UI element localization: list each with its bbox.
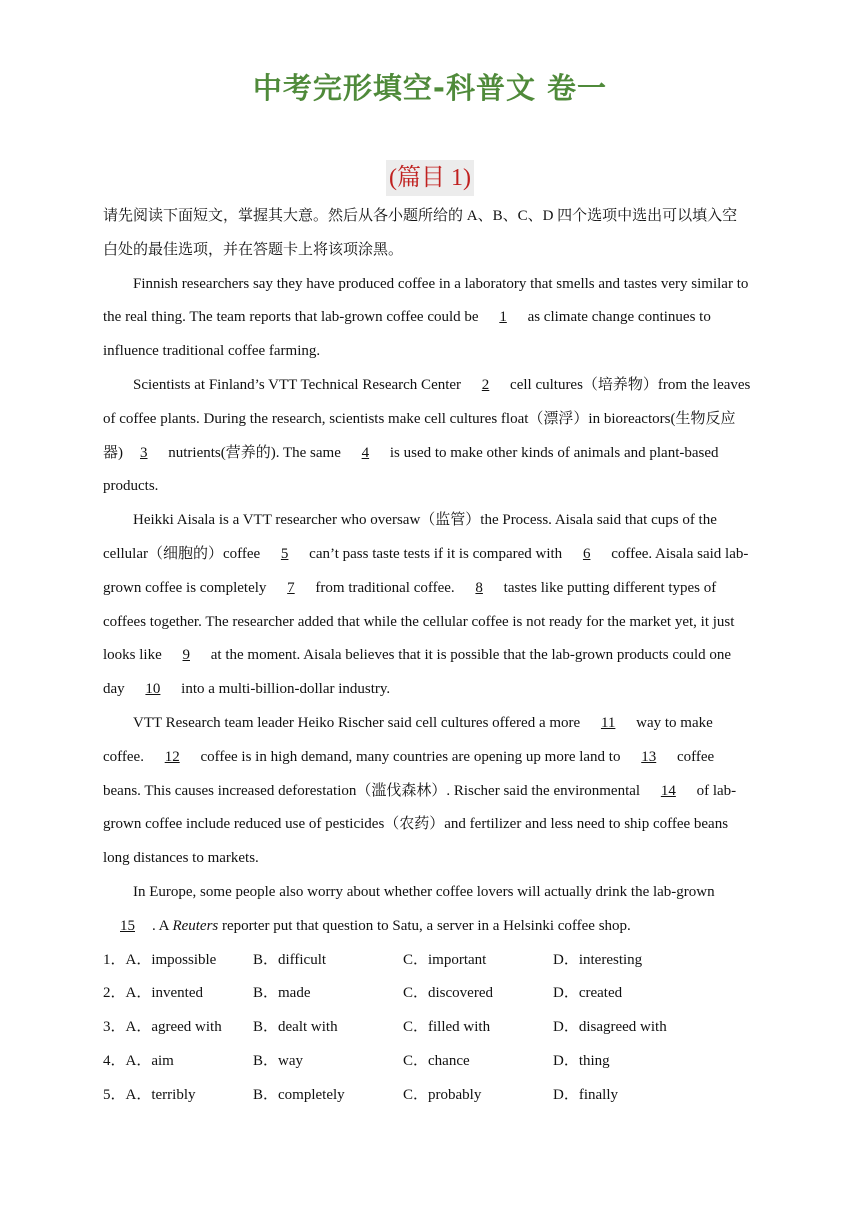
option-b: B．difficult: [253, 951, 327, 968]
blank-10: 10: [145, 681, 161, 698]
text: tastes like putting different types of coffees together. The researcher added that while the cellular coffee is not ready for the market yet, it just looks like: [103, 579, 735, 664]
option-c: C．discovered: [403, 985, 493, 1002]
paragraph-4: [103, 707, 751, 876]
option-d: D．created: [553, 985, 623, 1002]
option-d: D．thing: [553, 1052, 610, 1069]
text: is used to make other kinds of animals and plant-based products.: [103, 444, 719, 495]
text: Heikki Aisala is a VTT researcher who oversaw（监管）the Process. Aisala said that cups of the cellular（细胞的）coffee: [103, 512, 717, 562]
text: at the moment. Aisala believes that it is possible that the lab-grown products could one day: [103, 647, 732, 698]
text: VTT Research team leader Heiko Rischer said cell cultures offered a more: [133, 714, 584, 731]
option-row-3: [103, 1011, 751, 1045]
paragraph-1: [103, 268, 751, 369]
paragraph-2: [103, 369, 751, 504]
text: Finnish researchers say they have produced coffee in a laboratory that smells and tastes very similar to the real thing. The team reports that lab-grown coffee could be: [103, 275, 749, 326]
option-c: C．chance: [403, 1052, 470, 1069]
option-d: D．interesting: [553, 951, 643, 968]
option-row-1: [103, 944, 751, 978]
blank-9: 9: [182, 647, 190, 664]
option-a: 5．A．terribly: [103, 1086, 196, 1103]
blank-13: 13: [641, 748, 657, 765]
blank-6: 6: [582, 545, 591, 562]
option-row-5: [103, 1079, 751, 1113]
blank-15: 15: [120, 917, 135, 934]
text: of lab-grown coffee include reduced use of pesticides（农药）and fertilizer and less need to ship coffee beans long distances to markets.: [103, 782, 737, 867]
blank-12: 12: [164, 748, 180, 765]
document-body: [103, 200, 751, 1113]
text: nutrients(营养的). The same: [164, 444, 345, 461]
section-heading: (篇目 1): [386, 160, 474, 196]
paragraph-3: [103, 504, 751, 707]
text: Scientists at Finland’s VTT Technical Research Center: [133, 376, 465, 393]
text: . A: [152, 917, 173, 934]
blank-3: 3: [140, 444, 148, 461]
option-row-4: [103, 1045, 751, 1079]
text: coffee. Aisala said lab-grown coffee is completely: [103, 545, 749, 596]
section-heading-wrap: [0, 160, 860, 196]
instructions: 请先阅读下面短文，掌握其大意。然后从各小题所给的 A、B、C、D 四个选项中选出可以填入空白处的最佳选项，并在答题卡上将该项涂黑。: [103, 208, 738, 258]
paragraph-5: [103, 876, 751, 944]
option-a: 3．A．agreed with: [103, 1019, 222, 1036]
text: coffee beans. This causes increased deforestation（滥伐森林）. Rischer said the environmental: [103, 748, 715, 799]
option-c: C．important: [403, 951, 487, 968]
text: coffee is in high demand, many countries are opening up more land to: [196, 748, 625, 765]
answer-options: [103, 944, 751, 1113]
option-d: D．finally: [553, 1086, 618, 1103]
option-a: 2．A．invented: [103, 985, 203, 1002]
blank-5: 5: [280, 545, 289, 562]
text: cell cultures（培养物）from the leaves of coffee plants. During the research, scientists make cell cultures float（漂浮）in bioreactors(生物反应器): [103, 376, 751, 461]
option-row-2: [103, 977, 751, 1011]
text: from traditional coffee.: [311, 579, 459, 596]
page-title: 中考完形填空-科普文 卷一: [252, 71, 608, 105]
option-b: B．dealt with: [253, 1019, 338, 1036]
text: In Europe, some people also worry about whether coffee lovers will actually drink the lab-grown: [133, 883, 715, 900]
option-d: D．disagreed with: [553, 1019, 667, 1036]
option-c: C．probably: [403, 1086, 482, 1103]
text: way to make coffee.: [103, 714, 713, 765]
text: as climate change continues to influence traditional coffee farming.: [103, 309, 711, 360]
option-a: 4．A．aim: [103, 1052, 174, 1069]
blank-4: 4: [361, 444, 370, 461]
blank-1: 1: [499, 309, 507, 326]
blank-2: 2: [481, 376, 490, 393]
text: reporter put that question to Satu, a server in a Helsinki coffee shop.: [218, 917, 631, 934]
option-b: B．way: [253, 1052, 303, 1069]
blank-14: 14: [660, 782, 676, 799]
blank-8: 8: [475, 579, 483, 596]
text: into a multi-billion-dollar industry.: [177, 681, 391, 698]
reuters-italic: Reuters: [172, 917, 219, 934]
option-b: B．completely: [253, 1086, 345, 1103]
blank-7: 7: [287, 579, 295, 596]
option-a: 1．A．impossible: [103, 951, 217, 968]
option-b: B．made: [253, 985, 311, 1002]
text: can’t pass taste tests if it is compared with: [305, 545, 566, 562]
blank-11: 11: [600, 714, 616, 731]
option-c: C．filled with: [403, 1019, 491, 1036]
